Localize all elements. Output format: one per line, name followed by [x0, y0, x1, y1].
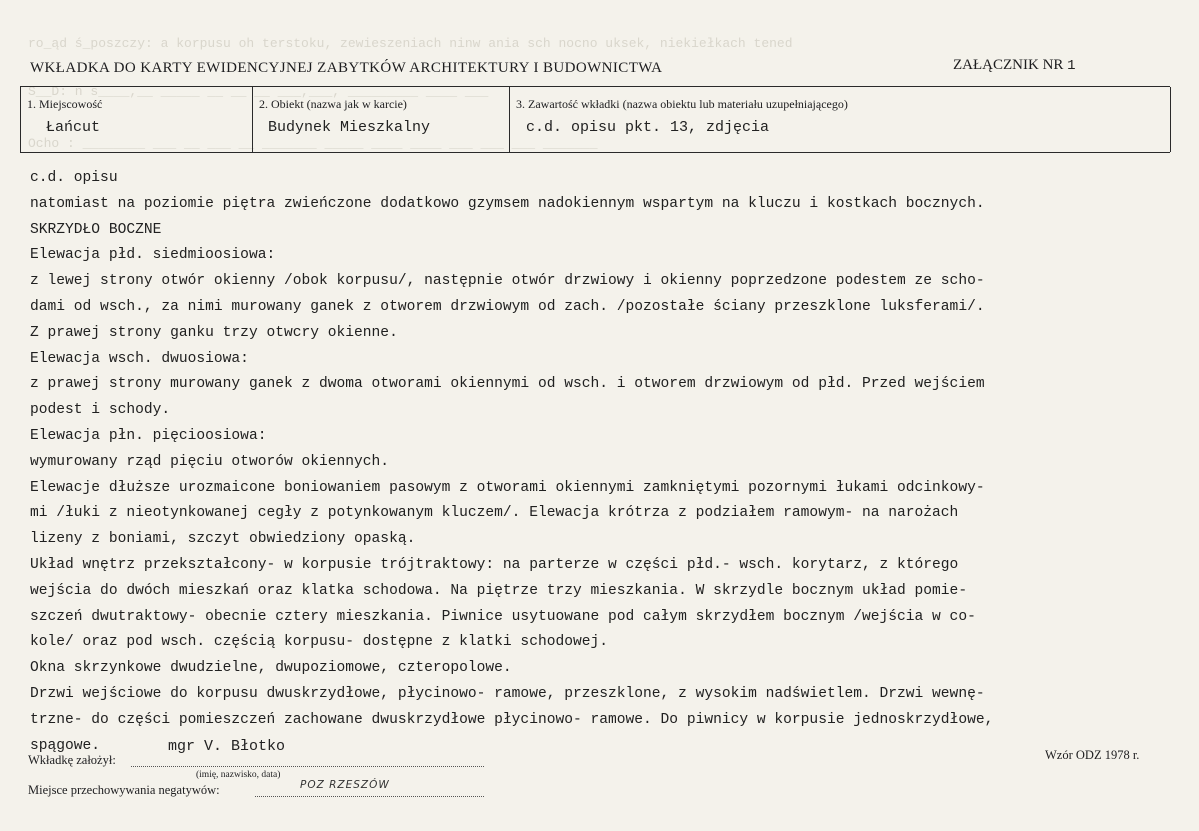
body-line: Okna skrzynkowe dwudzielne, dwupoziomowe, czteropolowe. — [30, 660, 512, 677]
table-divider — [509, 87, 510, 152]
annex-label-text: ZAŁĄCZNIK NR — [953, 57, 1064, 73]
body-line: Z prawej strony ganku trzy otwcry okienne. — [30, 324, 398, 341]
prepared-by-hint: (imię, nazwisko, data) — [196, 770, 281, 780]
body-line: z lewej strony otwór okienny /obok korpusu/, następnie otwór drzwiowy i okienny poprzedzone podestem ze scho- — [30, 273, 985, 290]
body-line: natomiast na poziomie piętra zwieńczone dodatkowo gzymsem nadokiennym wspartym na kluczu i kostkach bocznych. — [30, 195, 985, 212]
negatives-value: POZ RZESZÓW — [300, 779, 390, 791]
annex-label — [953, 57, 1076, 74]
prepared-by-label: Wkładkę założył: — [28, 753, 116, 767]
body-line: wymurowany rząd pięciu otworów okiennych. — [30, 453, 390, 470]
body-line: Elewacja płn. pięcioosiowa: — [30, 428, 267, 444]
body-line: dami od wsch., za nimi murowany ganek z otworem drzwiowym od zach. /pozostałe ściany przeszklone luksferami/. — [30, 299, 985, 315]
prepared-by-value: mgr V. Błotko — [168, 738, 286, 755]
body-line: wejścia do dwóch mieszkań oraz klatka schodowa. Na piętrze trzy mieszkania. W skrzydle bocznym układ pomie- — [30, 582, 968, 599]
body-line: Elewacje dłuższe urozmaicone boniowaniem pasowym z otworami okiennymi zamkniętymi pozornymi łukami odcinkowy- — [30, 479, 985, 496]
body-line: szczeń dwutraktowy- obecnie cztery mieszkania. Piwnice usytuowane pod całym skrzydłem bocznym /wejścia w co- — [30, 608, 976, 625]
body-line: lizeny z boniami, szczyt obwiedziony opaską. — [30, 531, 416, 548]
object-value: Budynek Mieszkalny — [268, 119, 431, 136]
contents-label: 3. Zawartość wkładki (nazwa obiektu lub materiału uzupełniającego) — [516, 97, 848, 111]
body-line: mi /łuki z nieotynkowanej cegły z potynkowanym kluczem/. Elewacja krótrza z podziałem ramowym- na narożach — [30, 505, 959, 522]
form-pattern-note: Wzór ODZ 1978 r. — [1045, 748, 1140, 762]
body-line: Elewacja wsch. dwuosiowa: — [30, 350, 249, 367]
body-line: spągowe. — [30, 737, 101, 754]
locality-value: Łańcut — [46, 119, 101, 136]
table-divider — [252, 87, 253, 152]
object-label: 2. Obiekt (nazwa jak w karcie) — [259, 97, 407, 111]
table-bottom-rule — [20, 152, 1170, 153]
negatives-dotted-line — [255, 796, 484, 797]
annex-number: 1 — [1067, 58, 1076, 74]
table-top-rule — [20, 86, 1170, 87]
body-line: Elewacja płd. siedmioosiowa: — [30, 247, 276, 264]
show-through-text: ro_ąd ś_poszczy: a korpusu oh terstoku, zewieszeniach ninw ania sch nocno uksek, niekiełkach tened — [28, 36, 793, 51]
table-divider — [1170, 87, 1171, 152]
body-line: podest i schody. — [30, 402, 171, 419]
body-line: z prawej strony murowany ganek z dwoma otworami okiennymi od wsch. i otworem drzwiowym od płd. Przed wejściem — [30, 376, 985, 393]
table-divider — [20, 87, 21, 152]
form-title: WKŁADKA DO KARTY EWIDENCYJNEJ ZABYTKÓW ARCHITEKTURY I BUDOWNICTWA — [30, 60, 663, 76]
body-line: Układ wnętrz przekształcony- w korpusie trójtraktowy: na parterze w części płd.- wsch. korytarz, z którego — [30, 557, 959, 573]
body-line: SKRZYDŁO BOCZNE — [30, 221, 162, 238]
show-through-text: S__D: n s____,__ _____ __ __ __ ___,___, _________ ____ ___ — [28, 84, 489, 99]
prepared-by-dotted-line — [131, 766, 484, 767]
body-line: kole/ oraz pod wsch. częścią korpusu- dostępne z klatki schodowej. — [30, 634, 609, 651]
show-through-text: Ocho : ________ ___ __ ___ __ _______ _____ ____ ____ ___ ___ ___ _______ — [28, 136, 598, 151]
contents-value: c.d. opisu pkt. 13, zdjęcia — [526, 119, 770, 136]
body-line: Drzwi wejściowe do korpusu dwuskrzydłowe, płycinowo- ramowe, przeszklone, z wysokim nadświetlem. Drzwi wewnę- — [30, 686, 985, 702]
body-line: c.d. opisu — [30, 170, 118, 186]
body-line: trzne- do części pomieszczeń zachowane dwuskrzydłowe płycinowo- ramowe. Do piwnicy w korpusie jednoskrzydłowe, — [30, 711, 994, 728]
locality-label: 1. Miejscowość — [27, 97, 103, 111]
negatives-label: Miejsce przechowywania negatywów: — [28, 783, 220, 797]
